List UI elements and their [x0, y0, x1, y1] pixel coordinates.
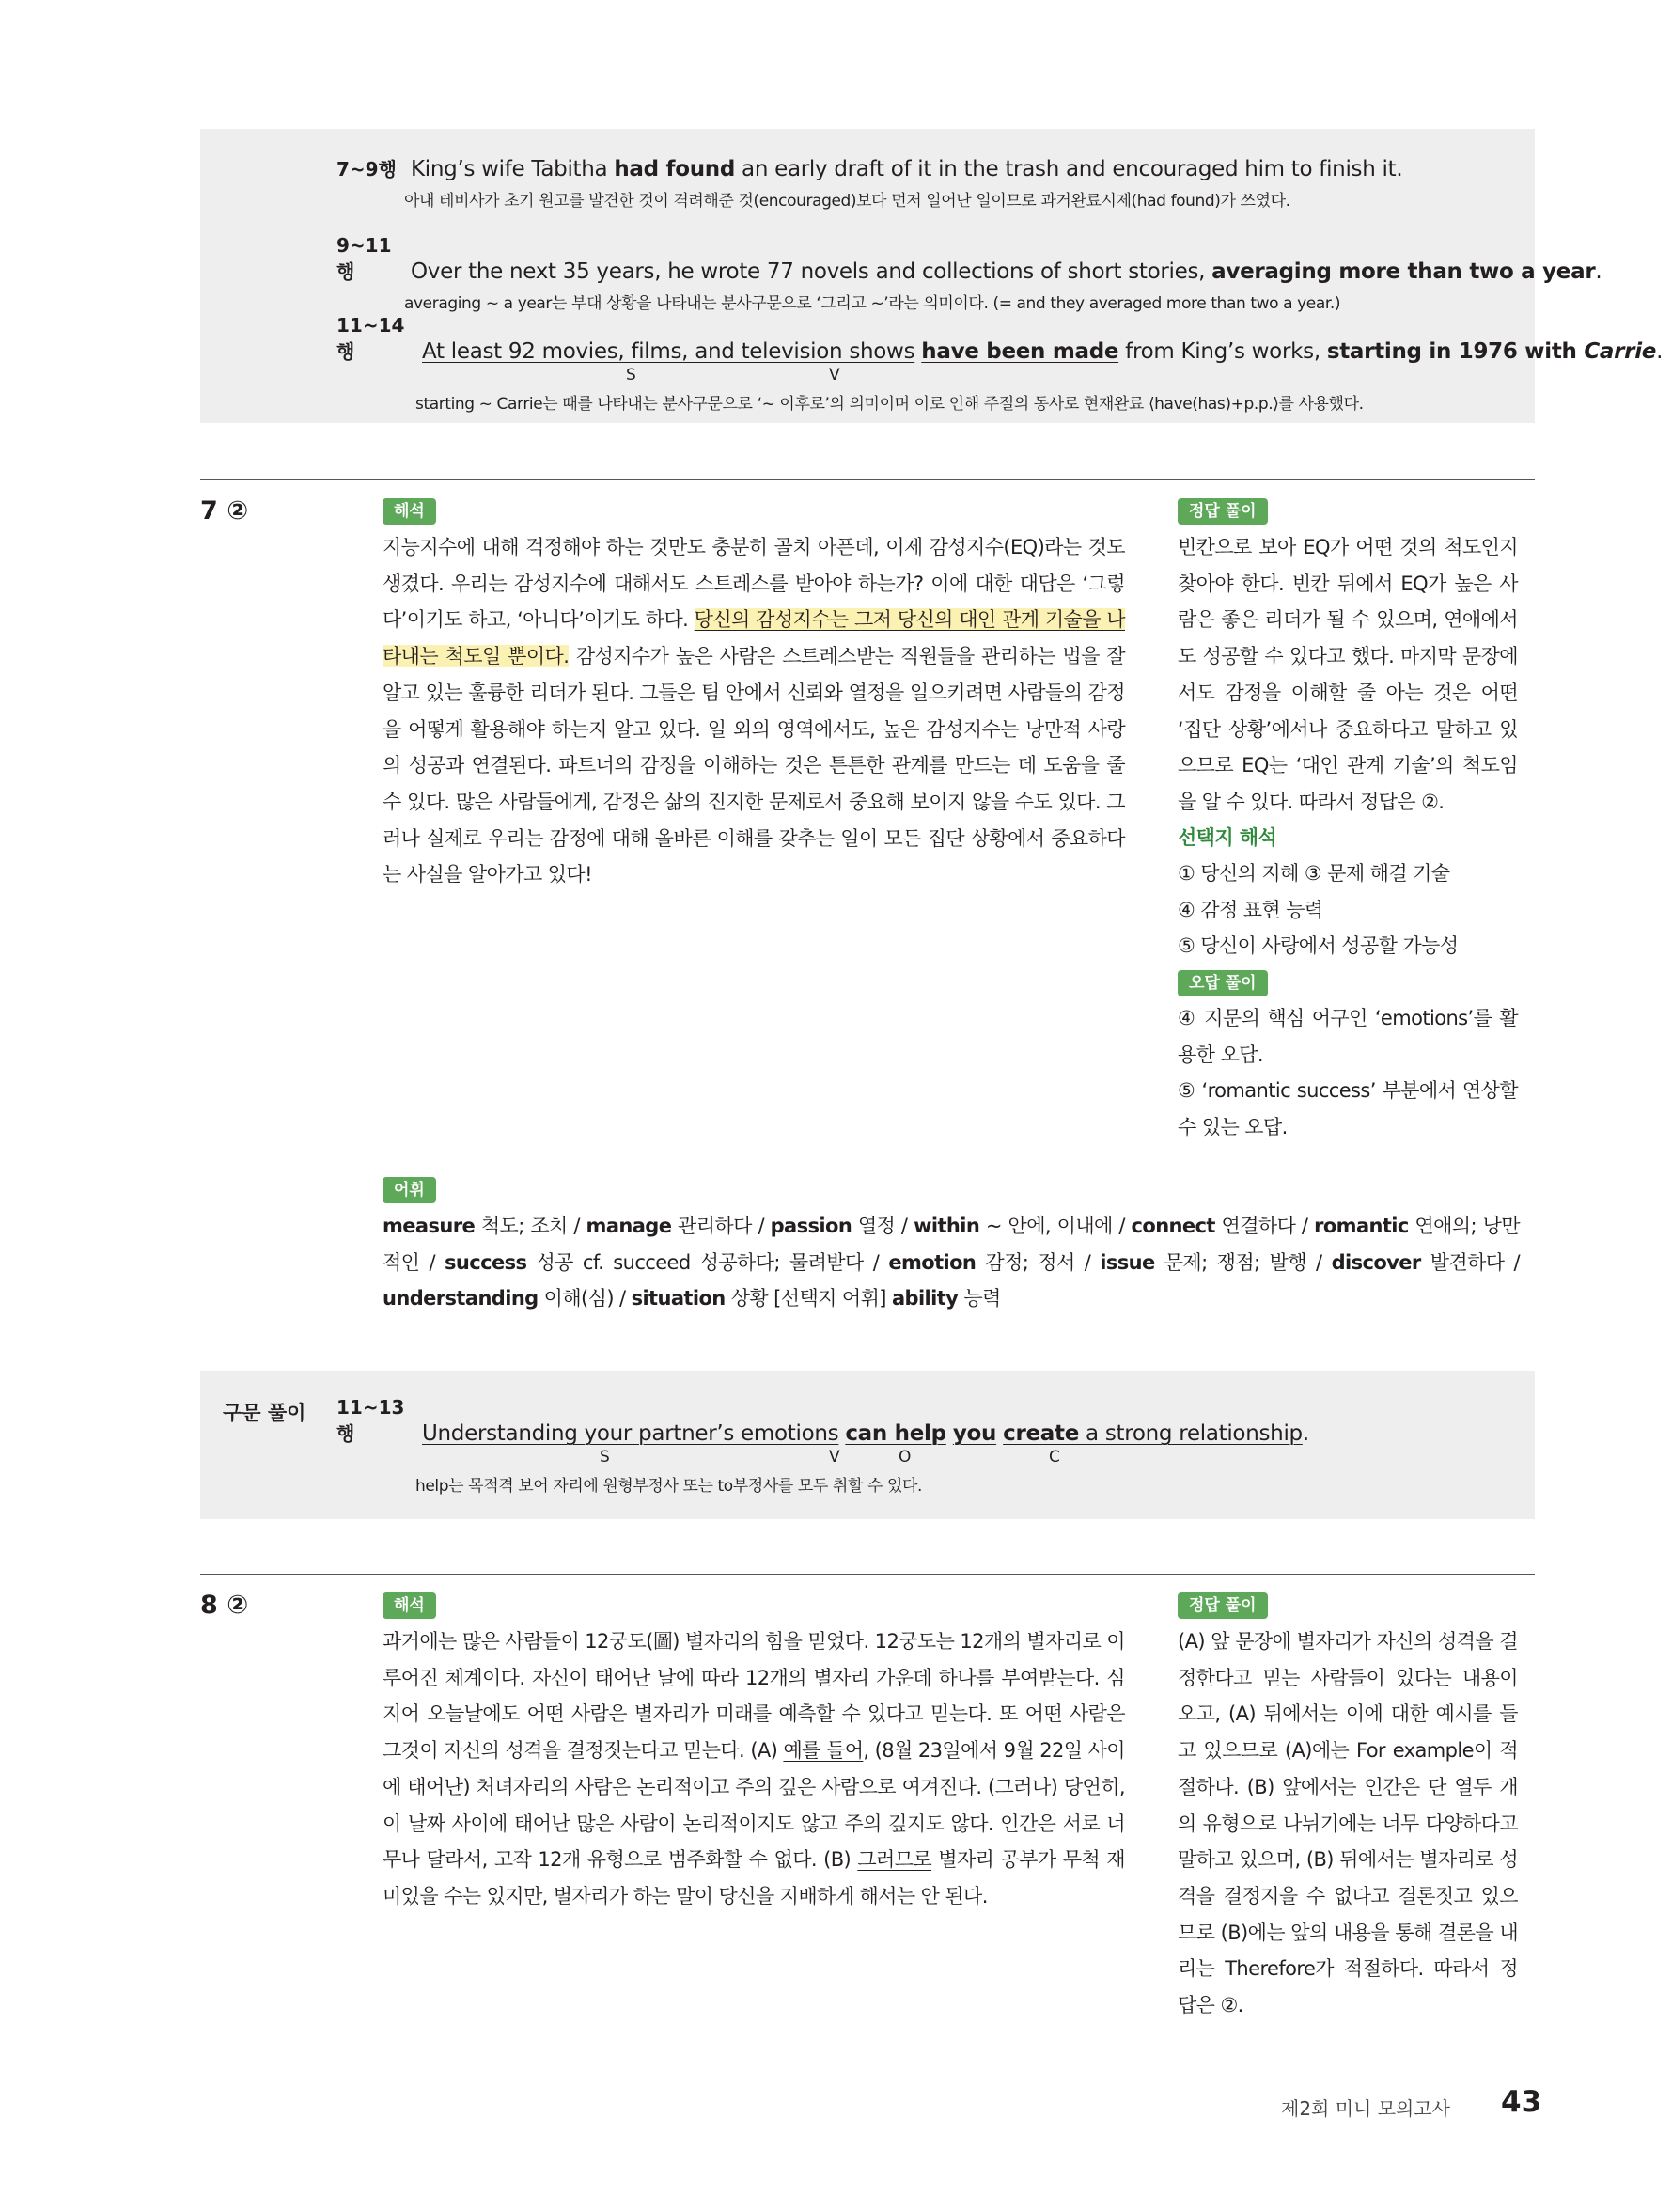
- q8-answer-explanation: (A) 앞 문장에 별자리가 자신의 성격을 결정한다고 믿는 사람들이 있다는 내용이 오고, (A) 뒤에서는 이에 대한 예시를 들고 있으므로 (A)에는 For example이 적절하다. (B) 앞에서는 인간은 단 열두 개의 유형으로 나뉘기에는 너무 다양하다고 말하고 있으며, (B) 뒤에서는 별자리로 성격을 결정지을 수 없다고 결론짓고 있으므로 (B)에는 앞의 내용을 통해 결론을 내리는 Therefore가 적절하다. 따라서 정답은 ②.: [1178, 1630, 1518, 2017]
- grammar-note: help는 목적격 보어 자리에 원형부정사 또는 to부정사를 모두 취할 수 있다.: [415, 1477, 923, 1496]
- verb-mark: V: [829, 366, 840, 384]
- line-ref: 11~14행: [336, 314, 405, 363]
- answer-mark: ②: [227, 496, 249, 526]
- verb-mark: V: [829, 1448, 840, 1467]
- divider-q7: [200, 479, 1535, 480]
- key-sentence: 당신의 감성지수는 그저 당신의 대인 관계 기술을 나타내는 척도일 뿐이다.: [383, 608, 1125, 668]
- subject-mark: S: [600, 1448, 610, 1467]
- footer-label: 제2회 미니 모의고사: [1281, 2097, 1450, 2120]
- choice-line: ④ 감정 표현 능력: [1178, 898, 1323, 921]
- choices-list: [1178, 855, 1518, 965]
- line-ref: 9~11행: [336, 234, 392, 283]
- answer-mark: ②: [227, 1591, 249, 1620]
- translation-tag: 해석: [383, 498, 436, 525]
- question-number: 8 ②: [200, 1591, 249, 1620]
- sentence-marks: [415, 1448, 1309, 1468]
- grammar-item-mid: [336, 1396, 1309, 1496]
- vocab-tag: 어휘: [383, 1177, 436, 1203]
- wrong-answer-tag: 오답 풀이: [1178, 970, 1268, 996]
- grammar-item-3: [336, 314, 1663, 414]
- q7-translation: 지능지수에 대해 걱정해야 하는 것만도 충분히 골치 아픈데, 이제 감성지수(EQ)라는 것도 생겼다. 우리는 감성지수에 대해서도 스트레스를 받아야 하는가? 이에 대한 대답은 ‘그렇다’이기도 하고, ‘아니다’이기도 하다. 당신의 감성지수는 그저 당신의 대인 관계 기술을 나타내는 척도일 뿐이다. 감성지수가 높은 사람은 스트레스받는 직원들을 관리하는 법을 잘 알고 있는 훌륭한 리더가 된다. 그들은 팀 안에서 신뢰와 열정을 일으키려면 사람들의 감정을 어떻게 활용해야 하는지 알고 있다. 일 외의 영역에서도, 높은 감성지수는 낭만적 사랑의 성공과 연결된다. 파트너의 감정을 이해하는 것은 튼튼한 관계를 만드는 데 도움을 줄 수 있다. 많은 사람들에게, 감정은 삶의 진지한 문제로서 중요해 보이지 않을 수도 있다. 그러나 실제로 우리는 감정에 대해 올바른 이해를 갖추는 일이 모든 집단 상황에서 중요하다는 사실을 알아가고 있다!: [383, 536, 1125, 886]
- example-sentence: Over the next 35 years, he wrote 77 novels and collections of short stories, averaging more than two a year.: [411, 259, 1602, 284]
- example-sentence: Understanding your partner’s emotions can help you create a strong relationship.: [422, 1421, 1309, 1446]
- question-number: 7 ②: [200, 496, 249, 526]
- q8-translation: 과거에는 많은 사람들이 12궁도(圖) 별자리의 힘을 믿었다. 12궁도는 12개의 별자리로 이루어진 체계이다. 자신이 태어난 날에 따라 12개의 별자리 가운데 하나를 부여받는다. 심지어 오늘날에도 어떤 사람은 별자리가 미래를 예측할 수 있다고 믿는다. 또 어떤 사람은 그것이 자신의 성격을 결정짓는다고 믿는다. (A) 예를 들어, (8월 23일에서 9월 22일 사이에 태어난) 처녀자리의 사람은 논리적이고 주의 깊은 사람으로 여겨진다. (그러나) 당연히, 이 날짜 사이에 태어난 많은 사람이 논리적이지도 않고 주의 깊지도 않다. 인간은 서로 너무나 달라서, 고작 12개 유형으로 범주화할 수 없다. (B) 그러므로 별자리 공부가 무척 재미있을 수는 있지만, 별자리가 하는 말이 당신을 지배하게 해서는 안 된다.: [383, 1630, 1125, 1907]
- example-sentence: King’s wife Tabitha had found an early draft of it in the trash and encouraged him to finish it.: [411, 157, 1403, 181]
- grammar-note: 아내 테비사가 초기 원고를 발견한 것이 격려해준 것(encouraged)보다 먼저 일어난 일이므로 과거완료시제(had found)가 쓰였다.: [404, 192, 1290, 211]
- divider-q8: [200, 1574, 1535, 1575]
- choice-line: ① 당신의 지혜 ③ 문제 해결 기술: [1178, 862, 1450, 885]
- answer-explanation-tag: 정답 풀이: [1178, 498, 1268, 525]
- grammar-item-1: [336, 154, 1402, 211]
- subject-mark: S: [626, 366, 636, 384]
- translation-tag: 해석: [383, 1592, 436, 1619]
- wrong-answer-item: ④ 지문의 핵심 어구인 ‘emotions’를 활용한 오답.: [1178, 1007, 1518, 1066]
- choice-line: ⑤ 당신이 사랑에서 성공할 가능성: [1178, 934, 1459, 958]
- grammar-note: averaging ~ a year는 부대 상황을 나타내는 분사구문으로 ‘그리고 ~’라는 의미이다. (= and they averaged more than two a year.): [404, 294, 1341, 313]
- grammar-note: starting ~ Carrie는 때를 나타내는 분사구문으로 ‘~ 이후로’의 의미이며 이로 인해 주절의 동사로 현재완료 ⟨have(has)+p.p.⟩를 사용했다.: [415, 395, 1364, 414]
- choices-heading: 선택지 해석: [1178, 826, 1277, 849]
- sentence-marks: [415, 366, 1663, 386]
- vocab-list: measure 척도; 조치 / manage 관리하다 / passion 열정 / within ~ 안에, 이내에 / connect 연결하다 / romantic 연애의; 낭만적인 / success 성공 cf. succeed 성공하다; 물려받다 / emotion 감정; 정서 / issue 문제; 쟁점; 발행 / discover 발견하다 / understanding 이해(심) / situation 상황 [선택지 어휘] ability 능력: [383, 1215, 1521, 1310]
- wrong-answer-item: ⑤ ‘romantic success’ 부분에서 연상할 수 있는 오답.: [1178, 1079, 1518, 1139]
- answer-explanation-tag: 정답 풀이: [1178, 1592, 1268, 1619]
- blank-a-answer: 예를 들어: [783, 1739, 864, 1763]
- complement-mark: C: [1049, 1448, 1060, 1467]
- blank-b-answer: 그러므로: [857, 1848, 932, 1872]
- grammar-item-2: [336, 234, 1602, 313]
- wrong-answer-list: [1178, 1000, 1518, 1146]
- line-ref: 11~13행: [336, 1396, 405, 1445]
- object-mark: O: [899, 1448, 912, 1467]
- page-number: 43: [1501, 2085, 1542, 2119]
- line-ref: 7~9행: [336, 158, 397, 180]
- example-sentence: At least 92 movies, films, and television shows have been made from King’s works, starting in 1976 with Carrie.: [422, 339, 1664, 364]
- grammar-label: 구문 풀이: [223, 1402, 306, 1424]
- q7-answer-explanation: 빈칸으로 보아 EQ가 어떤 것의 척도인지 찾아야 한다. 빈칸 뒤에서 EQ가 높은 사람은 좋은 리더가 될 수 있으며, 연애에서도 성공할 수 있다고 했다. 마지막 문장에서도 감정을 이해할 줄 아는 것은 어떤 ‘집단 상황’에서나 중요하다고 말하고 있으므로 EQ는 ‘대인 관계 기술’의 척도임을 알 수 있다. 따라서 정답은 ②.: [1178, 536, 1518, 813]
